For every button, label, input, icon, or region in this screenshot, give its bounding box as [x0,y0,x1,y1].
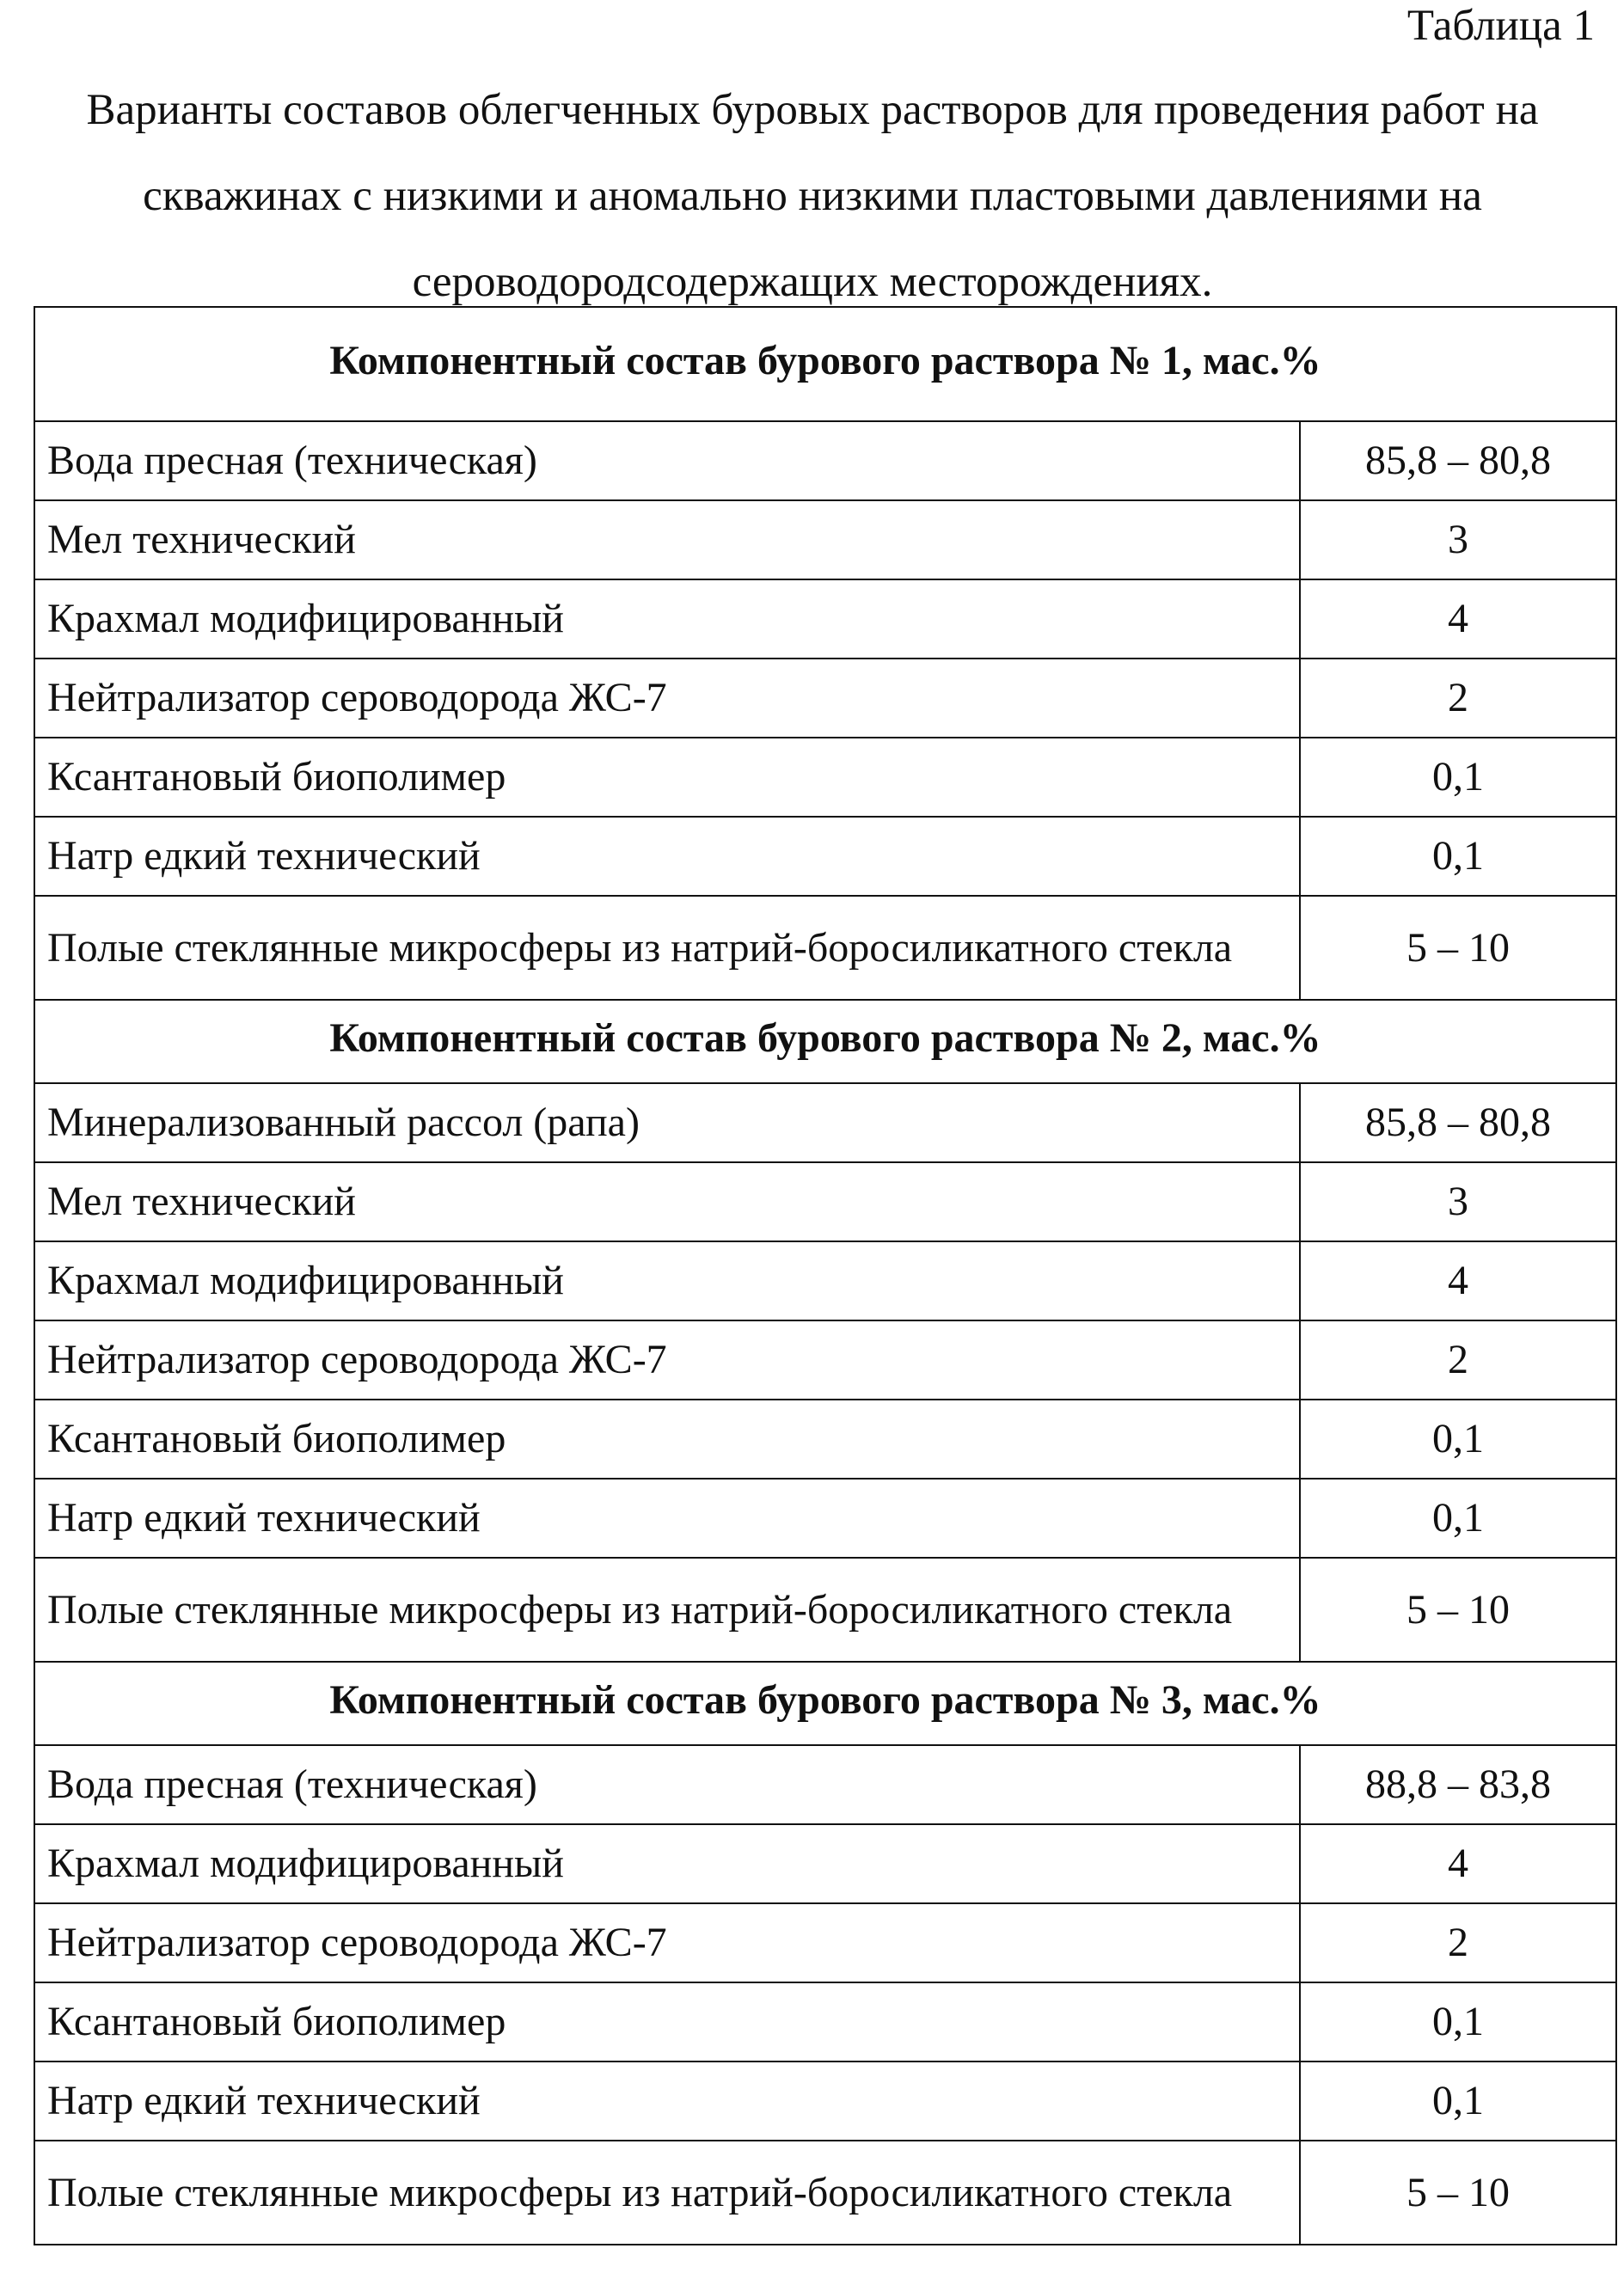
table-row [34,1162,1616,1241]
component-name: Натр едкий технический [34,1479,1300,1558]
table-row [34,500,1616,579]
component-name: Ксантановый биополимер [34,1400,1300,1479]
component-value: 4 [1300,1824,1616,1903]
component-value: 0,1 [1300,1479,1616,1558]
title-line: сероводородсодержащих месторождениях. [412,258,1213,306]
component-value: 5 – 10 [1300,896,1616,1000]
title-line: скважинах с низкими и аномально низкими пластовыми давлениями на [143,172,1482,220]
section-header-row [34,307,1616,421]
component-value: 2 [1300,659,1616,738]
component-value: 0,1 [1300,817,1616,896]
table-row [34,1241,1616,1320]
component-value: 4 [1300,579,1616,659]
component-value: 3 [1300,500,1616,579]
table-row [34,1320,1616,1400]
table-row [34,1824,1616,1903]
component-value: 2 [1300,1320,1616,1400]
component-name: Крахмал модифицированный [34,1824,1300,1903]
component-name: Полые стеклянные микросферы из натрий-боросиликатного стекла [34,2141,1300,2245]
component-name: Крахмал модифицированный [34,579,1300,659]
component-name: Крахмал модифицированный [34,1241,1300,1320]
component-name: Полые стеклянные микросферы из натрий-боросиликатного стекла [34,1558,1300,1662]
section-heading: Компонентный состав бурового раствора № 2, мас.% [34,1000,1616,1083]
table-row [34,1982,1616,2062]
table-row [34,1400,1616,1479]
title-line: Варианты составов облегченных буровых растворов для проведения работ на [86,86,1539,134]
component-name: Мел технический [34,1162,1300,1241]
component-value: 85,8 – 80,8 [1300,1083,1616,1162]
component-name: Вода пресная (техническая) [34,421,1300,500]
component-value: 88,8 – 83,8 [1300,1745,1616,1824]
table-row [34,2062,1616,2141]
component-value: 0,1 [1300,1400,1616,1479]
table-row [34,1558,1616,1662]
table-row [34,1479,1616,1558]
section-heading: Компонентный состав бурового раствора № 3, мас.% [34,1662,1616,1745]
component-name: Минерализованный рассол (рапа) [34,1083,1300,1162]
component-name: Ксантановый биополимер [34,738,1300,817]
document-title [34,67,1590,325]
component-name: Натр едкий технический [34,2062,1300,2141]
table-row [34,1903,1616,1982]
component-name: Нейтрализатор сероводорода ЖС-7 [34,659,1300,738]
table-row [34,659,1616,738]
component-value: 0,1 [1300,738,1616,817]
table-row [34,2141,1616,2245]
table-row [34,1083,1616,1162]
component-name: Ксантановый биополимер [34,1982,1300,2062]
table-caption: Таблица 1 [1406,2,1595,50]
component-value: 0,1 [1300,1982,1616,2062]
component-value: 2 [1300,1903,1616,1982]
section-heading: Компонентный состав бурового раствора № 1, мас.% [34,307,1616,421]
component-name: Мел технический [34,500,1300,579]
component-value: 4 [1300,1241,1616,1320]
component-value: 3 [1300,1162,1616,1241]
table-row [34,896,1616,1000]
component-value: 5 – 10 [1300,1558,1616,1662]
component-value: 5 – 10 [1300,2141,1616,2245]
table-row [34,421,1616,500]
table-row [34,738,1616,817]
component-name: Вода пресная (техническая) [34,1745,1300,1824]
component-name: Нейтрализатор сероводорода ЖС-7 [34,1320,1300,1400]
section-header-row [34,1662,1616,1745]
table-row [34,1745,1616,1824]
table-row [34,817,1616,896]
component-name: Полые стеклянные микросферы из натрий-боросиликатного стекла [34,896,1300,1000]
composition-table [34,306,1617,2245]
component-value: 0,1 [1300,2062,1616,2141]
component-name: Натр едкий технический [34,817,1300,896]
component-value: 85,8 – 80,8 [1300,421,1616,500]
section-header-row [34,1000,1616,1083]
table-row [34,579,1616,659]
component-name: Нейтрализатор сероводорода ЖС-7 [34,1903,1300,1982]
